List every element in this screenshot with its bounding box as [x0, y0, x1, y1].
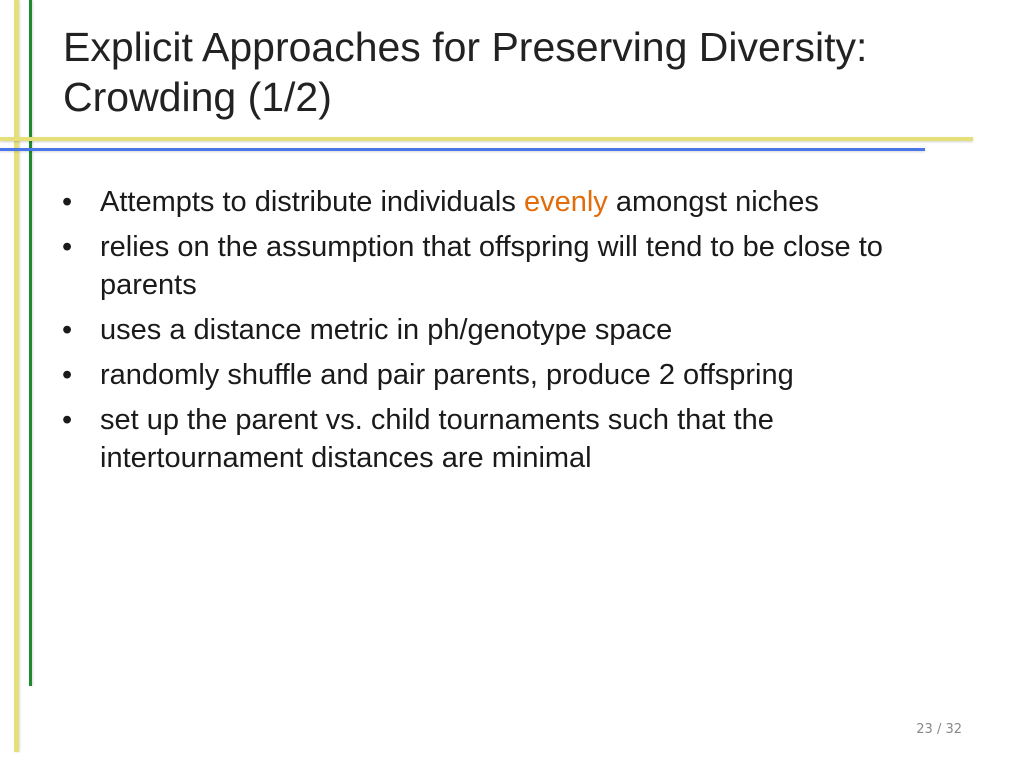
bullet-item-4 [62, 356, 962, 394]
bullet-text-5: set up the parent vs. child tournaments such that the intertournament distances are minimal [100, 404, 774, 474]
decorative-blue-horizontal-line [0, 148, 925, 151]
decorative-yellow-horizontal-line [0, 137, 973, 141]
bullet-text-3: uses a distance metric in ph/genotype space [100, 314, 673, 346]
bullet-text-4: randomly shuffle and pair parents, produce 2 offspring [100, 359, 794, 391]
bullet-marker: • [62, 359, 73, 391]
bullet-list [62, 183, 962, 484]
bullet-marker: • [62, 231, 73, 263]
bullet-text-1-highlight: evenly [523, 186, 608, 218]
bullet-item-2 [62, 228, 962, 304]
bullet-marker: • [62, 314, 73, 346]
bullet-text-1-after: amongst niches [607, 186, 819, 218]
page-number: 23 / 32 [916, 722, 962, 737]
slide-title-line-1: Explicit Approaches for Preserving Diversity: [63, 24, 868, 70]
bullet-marker: • [62, 186, 73, 218]
decorative-green-vertical-line [29, 0, 32, 686]
decorative-yellow-vertical-line [14, 0, 19, 752]
slide-title [63, 22, 983, 122]
bullet-text-2: relies on the assumption that offspring will tend to be close to parents [100, 231, 883, 301]
slide-title-line-2: Crowding (1/2) [63, 74, 332, 120]
bullet-item-3 [62, 311, 962, 349]
bullet-marker: • [62, 404, 73, 436]
bullet-item-1 [62, 183, 962, 221]
bullet-item-5 [62, 401, 962, 477]
bullet-text-1-before: Attempts to distribute individuals [100, 186, 524, 218]
